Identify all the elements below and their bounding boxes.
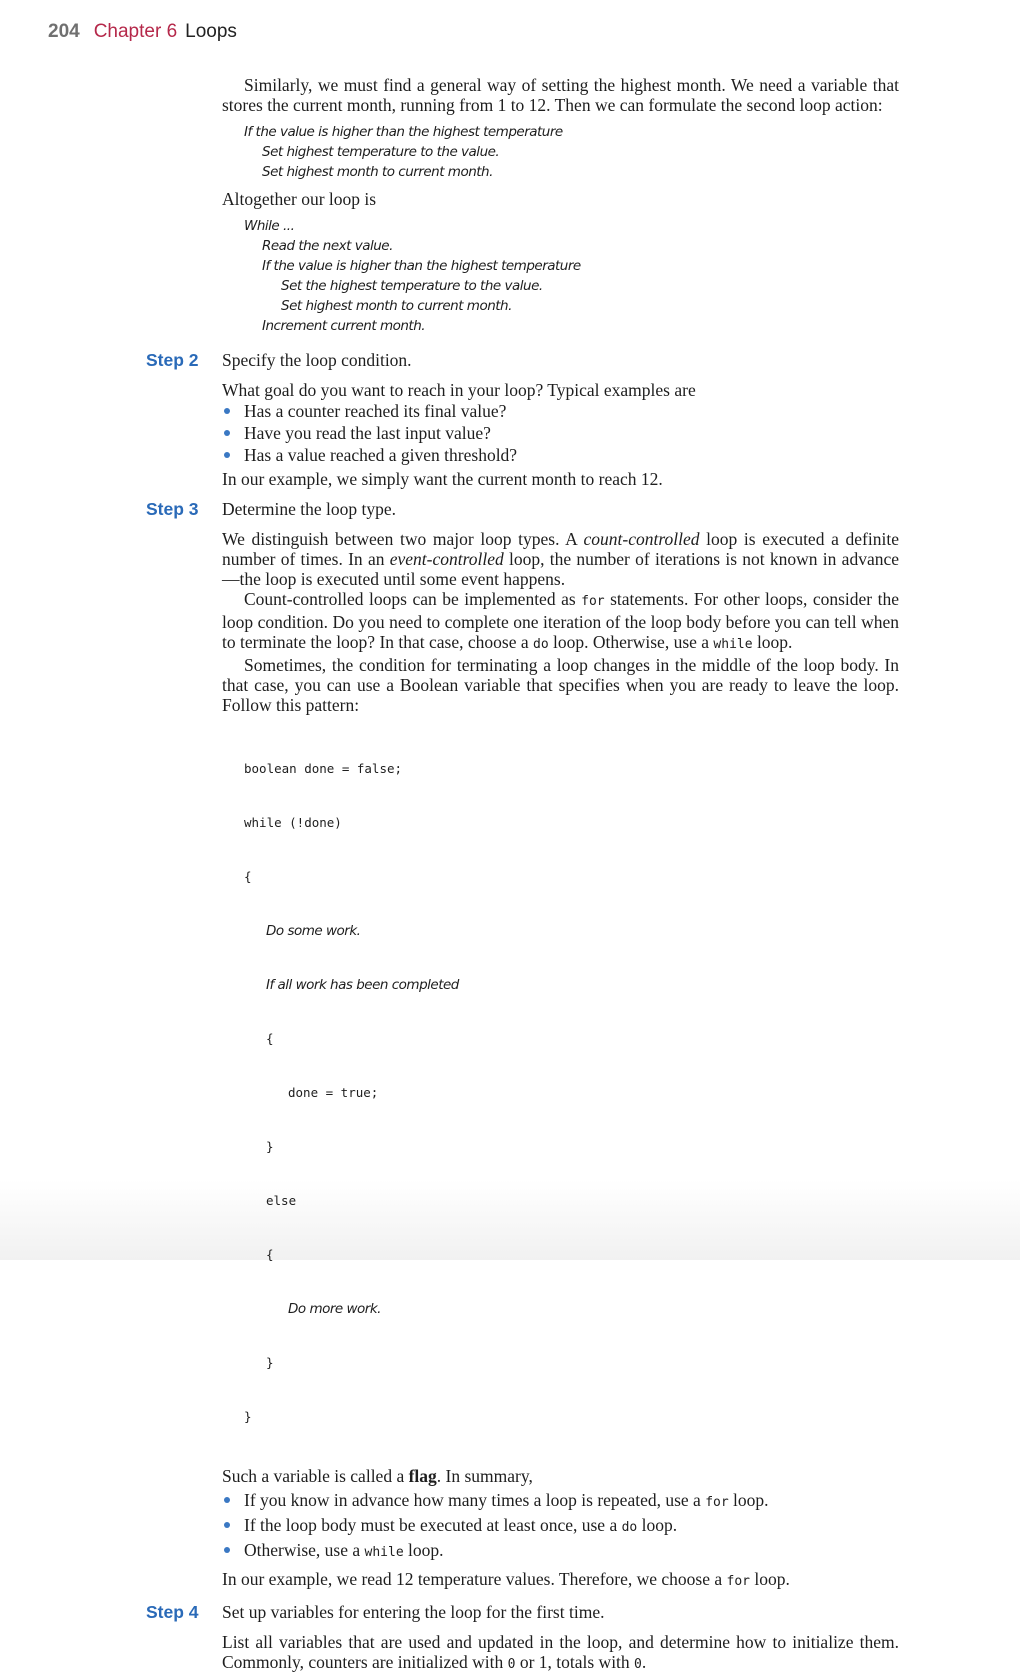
- code-line: boolean done = false;: [244, 761, 403, 776]
- code-line: done = true;: [288, 1085, 379, 1100]
- pseudocode-line: Set highest month to current month.: [281, 298, 512, 314]
- bullet-icon: [224, 408, 230, 414]
- intro-paragraph: Similarly, we must find a general way of setting the highest month. We need a variable that stores the current month, running from 1 to 12. Then we can formulate the second loop action:: [222, 75, 899, 115]
- step-4-paragraph: List all variables that are used and updated in the loop, and determine how to initialize them. Commonly, counters are initialized with 0 or 1, totals with 0.: [222, 1632, 899, 1672]
- step-2-heading: Specify the loop condition.: [222, 350, 412, 370]
- list-item: If you know in advance how many times a loop is repeated, use a for loop.: [222, 1489, 899, 1514]
- code-line: while (!done): [244, 815, 342, 830]
- altogether-text: Altogether our loop is: [222, 189, 377, 209]
- summary-bullet-list: [222, 1489, 899, 1564]
- pseudocode-line: Set highest month to current month.: [262, 164, 493, 180]
- code-line: }: [266, 1139, 274, 1154]
- code-line: {: [266, 1031, 274, 1046]
- code-line: }: [244, 1409, 252, 1424]
- step-4-label: Step 4: [146, 1602, 199, 1622]
- step-3-example: In our example, we read 12 temperature values. Therefore, we choose a for loop.: [222, 1569, 790, 1589]
- step-3-heading: Determine the loop type.: [222, 499, 396, 519]
- pseudocode-line: Read the next value.: [262, 238, 393, 254]
- flag-sentence: Such a variable is called a flag. In summary,: [222, 1466, 533, 1486]
- step-4: [146, 1602, 899, 1675]
- list-item: Otherwise, use a while loop.: [222, 1539, 899, 1564]
- bullet-icon: [224, 452, 230, 458]
- step-2-bullet-list: [222, 400, 899, 466]
- code-line: {: [244, 869, 252, 884]
- bullet-icon: [224, 430, 230, 436]
- page-body: [146, 75, 899, 1675]
- bullet-icon: [224, 1497, 230, 1503]
- step-3: [146, 499, 899, 1592]
- pseudocode-line: While ...: [244, 218, 295, 234]
- code-line: Do some work.: [266, 923, 361, 939]
- list-item: If the loop body must be executed at least once, use a do loop.: [222, 1514, 899, 1539]
- pseudocode-line: Set the highest temperature to the value.: [281, 278, 543, 294]
- pseudocode-line: If the value is higher than the highest temperature: [244, 124, 563, 140]
- list-item: Have you read the last input value?: [222, 422, 899, 444]
- code-line: {: [266, 1247, 274, 1262]
- step-3-paragraph-3: Sometimes, the condition for terminating a loop changes in the middle of the loop body. In that case, you can use a Boolean variable that specifies when you are ready to leave the loop. Follow this pattern:: [222, 655, 899, 715]
- code-line: Do more work.: [288, 1301, 381, 1317]
- pseudocode-block-1: [222, 122, 899, 182]
- chapter-label: Chapter 6: [93, 21, 178, 42]
- code-line: else: [266, 1193, 297, 1208]
- list-item: Has a counter reached its final value?: [222, 400, 899, 422]
- step-3-paragraph-2: Count-controlled loops can be implemented as for statements. For other loops, consider the loop condition. Do you need to complete one iteration of the loop body before you can tell when to terminate the loop? In that case, choose a do loop. Otherwise, use a while loop.: [222, 589, 899, 652]
- step-2-example: In our example, we simply want the current month to reach 12.: [222, 469, 663, 489]
- pseudocode-line: Set highest temperature to the value.: [262, 144, 500, 160]
- pseudocode-line: If the value is higher than the highest temperature: [262, 258, 581, 274]
- code-line: }: [266, 1355, 274, 1370]
- step-3-paragraph-1: We distinguish between two major loop types. A count-controlled loop is executed a definite number of times. In an event-controlled loop, the number of iterations is not known in advance—the loop is executed until some event happens.: [222, 529, 899, 589]
- step-2-label: Step 2: [146, 350, 199, 370]
- pseudocode-line: Increment current month.: [262, 318, 426, 334]
- code-line: If all work has been completed: [266, 977, 459, 993]
- page-number: 204: [48, 21, 80, 42]
- step-4-heading: Set up variables for entering the loop for the first time.: [222, 1602, 605, 1622]
- pseudocode-block-2: [222, 216, 899, 336]
- code-block: [222, 724, 899, 1462]
- bullet-icon: [224, 1547, 230, 1553]
- chapter-title: Loops: [185, 21, 237, 42]
- bullet-icon: [224, 1522, 230, 1528]
- step-2-question: What goal do you want to reach in your loop? Typical examples are: [222, 380, 696, 400]
- list-item: Has a value reached a given threshold?: [222, 444, 899, 466]
- flag-term: flag: [408, 1466, 437, 1486]
- step-2: [146, 350, 899, 489]
- step-3-label: Step 3: [146, 499, 199, 519]
- running-header: [48, 20, 237, 44]
